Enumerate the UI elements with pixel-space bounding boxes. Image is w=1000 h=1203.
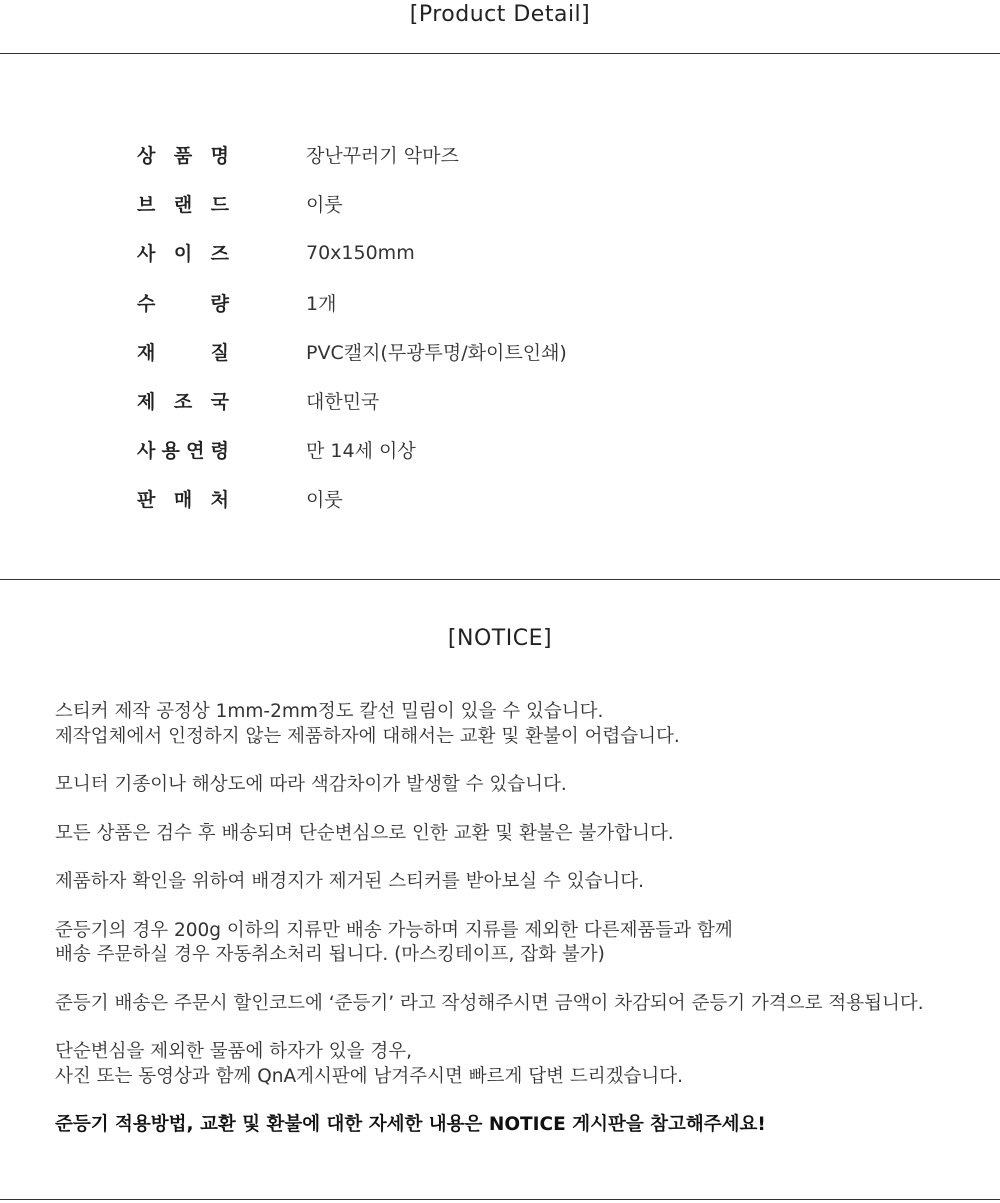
spec-label: 사 용 연 령	[137, 440, 229, 463]
notice-line: 모든 상품은 검수 후 배송되며 단순변심으로 인한 교환 및 환불은 불가합니다.	[55, 822, 674, 844]
notice-paragraph	[55, 919, 975, 968]
notice-paragraph	[55, 700, 975, 749]
notice-paragraph	[55, 1040, 975, 1089]
notice-line: 배송 주문하실 경우 자동취소처리 됩니다. (마스킹테이프, 잡화 불가)	[55, 944, 605, 965]
notice-title: [NOTICE]	[447, 626, 553, 651]
spec-value: 1개	[306, 292, 337, 315]
spec-row-quantity	[137, 278, 897, 327]
spec-row-size	[137, 228, 897, 277]
spec-label: 제 조 국	[137, 391, 229, 414]
spec-row-origin	[137, 376, 897, 425]
notice-line: 준등기의 경우 200g 이하의 지류만 배송 가능하며 지류를 제외한 다른제품들과 함께	[55, 919, 733, 941]
spec-label: 재 질	[137, 341, 229, 364]
product-detail-title: [Product Detail]	[409, 2, 591, 27]
middle-divider	[0, 579, 1000, 580]
spec-label: 사 이 즈	[137, 243, 229, 266]
notice-line: 단순변심을 제외한 물품에 하자가 있을 경우,	[55, 1041, 412, 1062]
spec-value: 대한민국	[306, 391, 380, 414]
spec-row-material	[137, 327, 897, 376]
spec-value: 만 14세 이상	[306, 440, 416, 463]
notice-line: 제품하자 확인을 위하여 배경지가 제거된 스티커를 받아보실 수 있습니다.	[55, 871, 645, 892]
spec-table	[137, 130, 897, 524]
notice-line: 준등기 배송은 주문시 할인코드에 ‘준등기’ 라고 작성해주시면 금액이 차감되어 준등기 가격으로 적용됩니다.	[55, 992, 924, 1014]
notice-line: 사진 또는 동영상과 함께 QnA게시판에 남겨주시면 빠르게 답변 드리겠습니다.	[55, 1065, 684, 1087]
notice-line: 제작업체에서 인정하지 않는 제품하자에 대해서는 교환 및 환불이 어렵습니다.	[55, 725, 680, 747]
notice-line: 모니터 기종이나 해상도에 따라 색감차이가 발생할 수 있습니다.	[55, 774, 567, 795]
bottom-divider	[0, 1199, 1000, 1200]
spec-row-seller	[137, 474, 897, 523]
spec-value: 70x150mm	[306, 241, 415, 264]
top-divider	[0, 53, 1000, 54]
spec-row-age	[137, 425, 897, 474]
spec-value: 이룻	[306, 194, 343, 217]
notice-paragraph	[55, 822, 975, 847]
spec-row-brand	[137, 179, 897, 228]
spec-row-product-name	[137, 130, 897, 179]
spec-label: 상 품 명	[137, 145, 229, 168]
notice-paragraph	[55, 992, 975, 1017]
spec-value: 장난꾸러기 악마즈	[306, 145, 459, 168]
notice-paragraph	[55, 773, 975, 798]
notice-line: 스티커 제작 공정상 1mm-2mm정도 칼선 밀림이 있을 수 있습니다.	[55, 701, 604, 722]
spec-value: 이룻	[306, 489, 343, 512]
spec-label: 판 매 처	[137, 489, 229, 512]
notice-body	[55, 700, 975, 1138]
notice-final-line: 준등기 적용방법, 교환 및 환불에 대한 자세한 내용은 NOTICE 게시판을 참고해주세요!	[55, 1114, 766, 1135]
spec-label: 브 랜 드	[137, 194, 229, 217]
spec-label: 수 량	[137, 292, 229, 315]
spec-value: PVC캘지(무광투명/화이트인쇄)	[306, 341, 567, 364]
notice-paragraph	[55, 870, 975, 895]
